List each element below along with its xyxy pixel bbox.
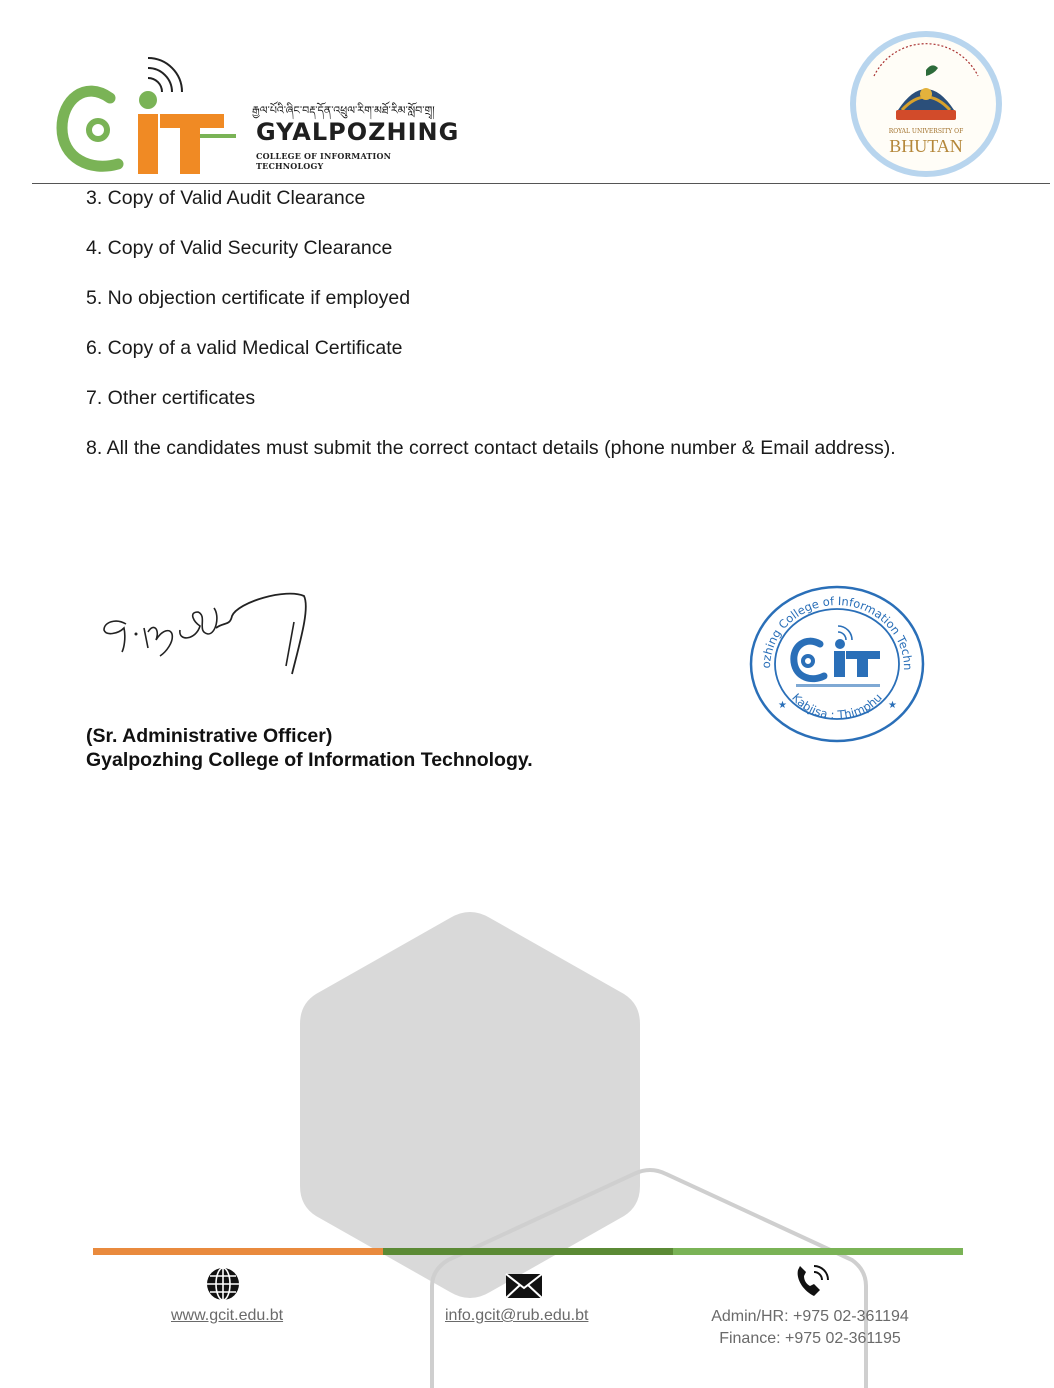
footer-bar-light-green	[673, 1248, 963, 1255]
signature	[96, 582, 326, 682]
signatory-organization: Gyalpozhing College of Information Technology.	[86, 749, 533, 771]
university-label: ROYAL UNIVERSITY OF	[888, 128, 964, 135]
phone-admin: Admin/HR: +975 02-361194	[711, 1308, 909, 1325]
svg-text:Kabjisa : Thimphu	[789, 691, 885, 722]
envelope-icon	[504, 1268, 544, 1304]
svg-text:★: ★	[778, 700, 787, 711]
phone-finance: Finance: +975 02-361195	[719, 1330, 901, 1347]
website-link[interactable]: www.gcit.edu.bt	[171, 1307, 284, 1324]
stamp-bottom-text: Kabjisa : Thimphu	[789, 690, 885, 722]
list-item: 4. Copy of Valid Security Clearance	[86, 237, 393, 259]
requirements-list	[86, 186, 1026, 486]
list-item: 8. All the candidates must submit the correct contact details (phone number & Email address).	[86, 437, 896, 459]
phone-icon	[792, 1264, 832, 1300]
official-stamp	[748, 584, 926, 744]
tibetan-college-name: རྒྱལ་པོའི་ཞིང་བརྡ་དོན་འཕྲུལ་རིག་མཐོ་རིམ་སློབ་གྲྭ།	[252, 104, 435, 117]
rub-seal	[846, 28, 1006, 180]
university-name: BHUTAN	[889, 136, 963, 156]
college-subtitle: COLLEGE OF INFORMATION TECHNOLOGY	[256, 151, 392, 171]
email-link[interactable]: info.gcit@rub.edu.bt	[445, 1307, 589, 1324]
list-item: 6. Copy of a valid Medical Certificate	[86, 337, 403, 359]
svg-text:Gyalpozhing College of Informa	[748, 584, 915, 670]
stamp-ring-text: ozhing College of Information Techn	[758, 594, 916, 671]
footer-bar-orange	[93, 1248, 383, 1255]
globe-icon	[203, 1266, 243, 1302]
rub-emblem-icon	[846, 28, 1006, 180]
college-name: GYALPOZHING	[256, 118, 460, 146]
header-divider	[32, 183, 1050, 184]
stamp-seal-icon	[748, 584, 926, 744]
list-item: 7. Other certificates	[86, 387, 256, 409]
footer-bar-dark-green	[383, 1248, 673, 1255]
cit-logo-mark	[40, 40, 240, 178]
svg-text:★: ★	[888, 700, 897, 711]
list-item: 3. Copy of Valid Audit Clearance	[86, 187, 366, 209]
signatory-title: (Sr. Administrative Officer)	[86, 725, 333, 747]
list-item: 5. No objection certificate if employed	[86, 287, 411, 309]
gcit-logo	[40, 40, 460, 178]
